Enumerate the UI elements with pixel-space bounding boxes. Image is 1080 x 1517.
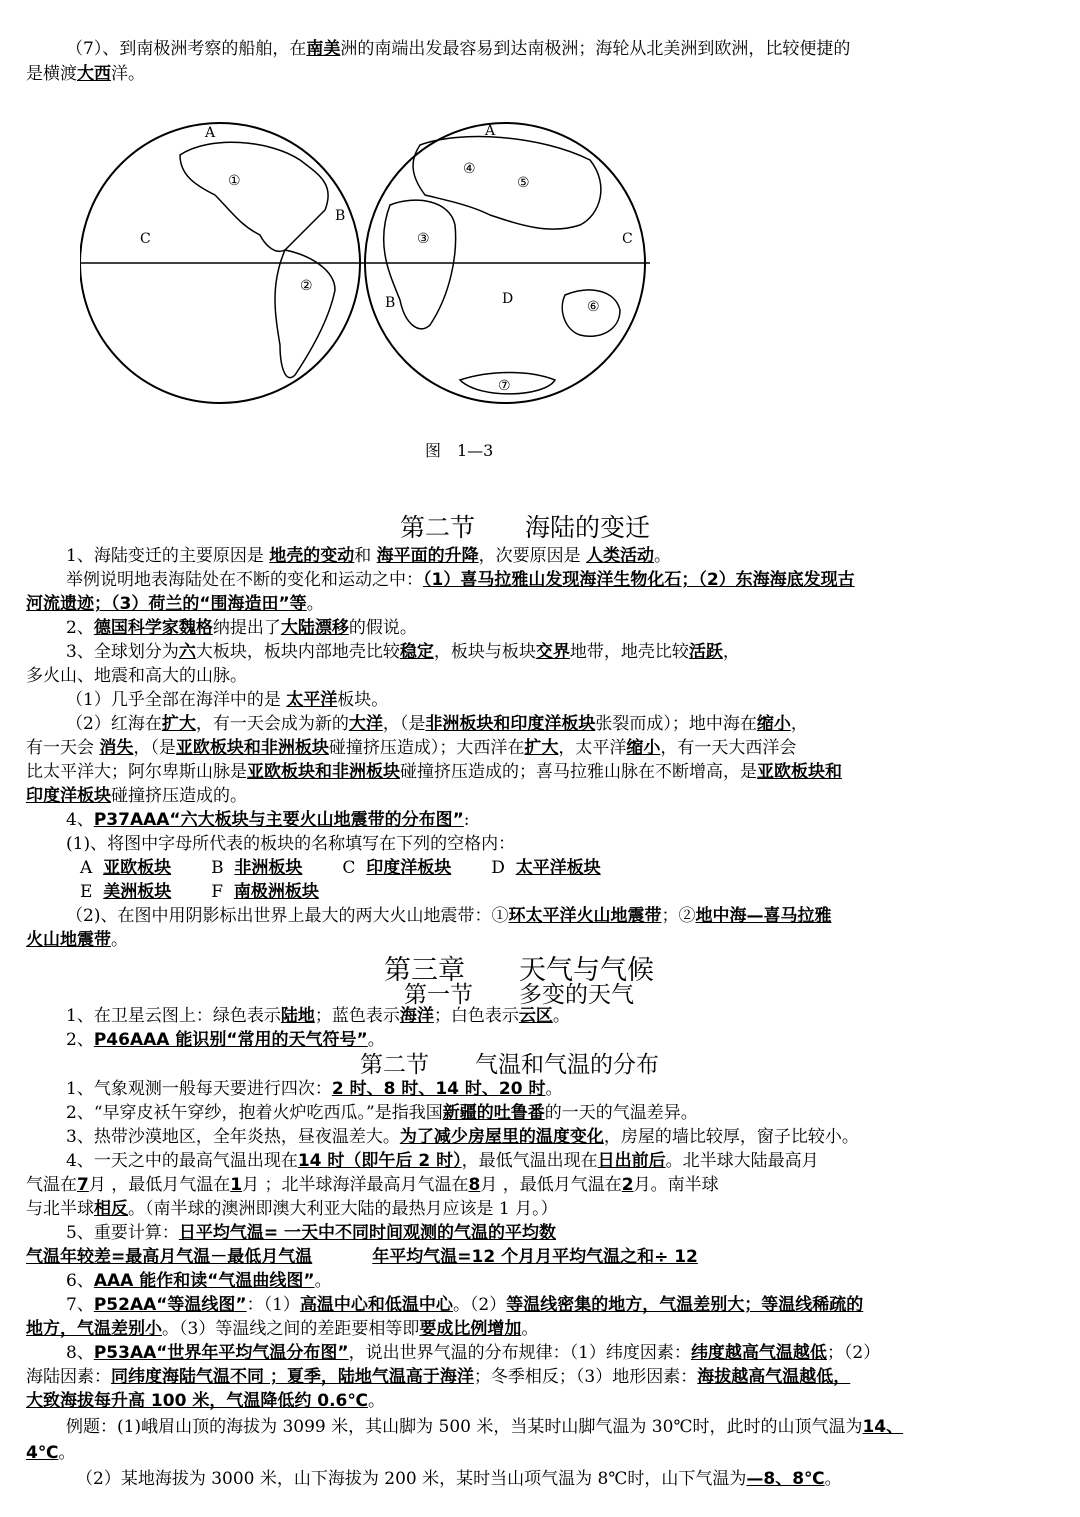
ch3-line: 大致海拔每升高 100 米，气温降低约 0.6℃。: [26, 1391, 385, 1411]
figure-label: ⑦: [498, 378, 511, 394]
sec2-line: （2)、在图中用阴影标出世界上最大的两大火山地震带：①环太平洋火山地震带；②地中海—喜马拉雅: [66, 906, 832, 926]
figure-label: A: [485, 123, 496, 139]
sec2-line: 1、海陆变迁的主要原因是 地壳的变动和 海平面的升降，次要原因是 人类活动。: [66, 546, 672, 566]
figure-label: ⑥: [587, 299, 600, 315]
ch3-line: 2、P46AAA 能识别“常用的天气符号”。: [66, 1030, 385, 1050]
sec2-line: 举例说明地表海陆处在不断的变化和运动之中：（1）喜马拉雅山发现海洋生物化石；（2）东海海底发现古: [66, 570, 855, 590]
figure-label: C: [622, 231, 633, 247]
sec2-line: 3、全球划分为六大板块，板块内部地壳比较稳定，板块与板块交界地带，地壳比较活跃，: [66, 642, 740, 662]
figure-label: ③: [417, 231, 430, 247]
figure-caption: 图 1—3: [425, 441, 494, 460]
sec2-line: 4、P37AAA“六大板块与主要火山地震带的分布图”:: [66, 810, 470, 830]
eurasia-shape: [413, 137, 601, 230]
ch3-line: 2、“早穿皮袄午穿纱，抱着火炉吃西瓜。”是指我国新疆的吐鲁番的一天的气温差异。: [66, 1103, 698, 1123]
q7-line2: 是横渡大西洋。: [26, 64, 145, 84]
sec2-line: 2、德国科学家魏格纳提出了大陆漂移的假说。: [66, 618, 417, 638]
section-title-3-1: 第一节 多变的天气: [404, 982, 634, 1008]
ch3-line: 例题：(1)峨眉山顶的海拔为 3099 米，其山脚为 500 米，当某时山脚气温为 30℃时，此时的山顶气温为14、: [66, 1417, 904, 1437]
section-title-2: 第二节 海陆的变迁: [400, 513, 651, 542]
ch3-line: 8、P53AA“世界年平均气温分布图”，说出世界气温的分布规律：（1）纬度因素：纬度越高气温越低；（2）: [66, 1343, 881, 1363]
q7-line1: （7）、到南极洲考察的船舶，在南美洲的南端出发最容易到达南极洲；海轮从北美洲到欧洲，比较便捷的: [66, 39, 851, 59]
figure-label: A: [205, 125, 216, 141]
figure-label: B: [335, 208, 346, 224]
section-title-3-2: 第二节 气温和气温的分布: [360, 1052, 659, 1078]
plate-names-row-2: E 美洲板块 F 南极洲板块: [80, 882, 319, 902]
sec2-line: 有一天会 消失，（是亚欧板块和非洲板块碰撞挤压造成）；大西洋在扩大，太平洋缩小，有一天大西洋会: [26, 738, 797, 758]
sec2-line: 多火山、地震和高大的山脉。: [26, 666, 247, 686]
sec2-line: 河流遗迹；（3）荷兰的“围海造田”等。: [26, 594, 324, 614]
sec2-line: 比太平洋大；阿尔卑斯山脉是亚欧板块和非洲板块碰撞挤压造成的；喜马拉雅山脉在不断增高，是亚欧板块和: [26, 762, 842, 782]
figure-label: ①: [228, 173, 241, 189]
sec2-line: (1)、将图中字母所代表的板块的名称填写在下列的空格内：: [66, 834, 516, 854]
ch3-line: 4、一天之中的最高气温出现在14 时（即午后 2 时），最低气温出现在日出前后。北半球大陆最高月: [66, 1151, 819, 1171]
ch3-line: 气温年较差=最高月气温－最低月气温 年平均气温=12 个月月平均气温之和÷ 12: [26, 1247, 698, 1267]
ch3-line: 4℃。: [26, 1443, 76, 1463]
figure-label: ④: [463, 161, 476, 177]
north-america-shape: [180, 142, 328, 251]
ch3-line: 海陆因素：同纬度海陆气温不同 ；夏季，陆地气温高于海洋；冬季相反；（3）地形因素：海拔越高气温越低，: [26, 1367, 851, 1387]
sec2-line: （2）红海在扩大，有一天会成为新的大洋，（是非洲板块和印度洋板块张裂而成）；地中海在缩小，: [66, 714, 808, 734]
ch3-line: 1、气象观测一般每天要进行四次：2 时、8 时、14 时、20 时。: [66, 1079, 563, 1099]
plate-names-row-1: A 亚欧板块 B 非洲板块 C 印度洋板块 D 太平洋板块: [80, 858, 601, 878]
figure-label: ②: [300, 278, 313, 294]
ch3-line: 与北半球相反。（南半球的澳洲即澳大利亚大陆的最热月应该是 1 月。）: [26, 1199, 558, 1219]
ch3-line: 5、重要计算：日平均气温= 一天中不同时间观测的气温的平均数: [66, 1223, 556, 1243]
ch3-line: 7、P52AA“等温线图”：（1）高温中心和低温中心。（2）等温线密集的地方，气温差别大；等温线稀疏的: [66, 1295, 864, 1315]
ch3-line: 1、在卫星云图上：绿色表示陆地；蓝色表示海洋；白色表示云区。: [66, 1006, 570, 1026]
figure-label: ⑤: [517, 175, 530, 191]
figure-label: C: [140, 231, 151, 247]
ch3-line: 气温在7月 ，最低月气温在1月 ；北半球海洋最高月气温在8月 ，最低月气温在2月。南半球: [26, 1175, 719, 1195]
sec2-line: 印度洋板块碰撞挤压造成的。: [26, 786, 247, 806]
ch3-line: 3、热带沙漠地区，全年炎热，昼夜温差大。为了减少房屋里的温度变化，房屋的墙比较厚，窗子比较小。: [66, 1127, 859, 1147]
south-america-shape: [275, 250, 335, 378]
ch3-line: 6、AAA 能作和读“气温曲线图”。: [66, 1271, 332, 1291]
ch3-line: （2）某地海拔为 3000 米，山下海拔为 200 米，某时当山项气温为 8℃时，山下气温为—8、8℃。: [76, 1469, 842, 1489]
sec2-line: （1）几乎全部在海洋中的是 太平洋板块。: [66, 690, 389, 710]
figure-label: D: [502, 291, 514, 307]
sec2-line: 火山地震带。: [26, 930, 128, 950]
ch3-line: 地方，气温差别小。（3）等温线之间的差距要相等即要成比例增加。: [26, 1319, 539, 1339]
chapter-title-3: 第三章 天气与气候: [384, 955, 654, 986]
figure-label: B: [385, 295, 396, 311]
world-map-figure: [80, 115, 650, 415]
